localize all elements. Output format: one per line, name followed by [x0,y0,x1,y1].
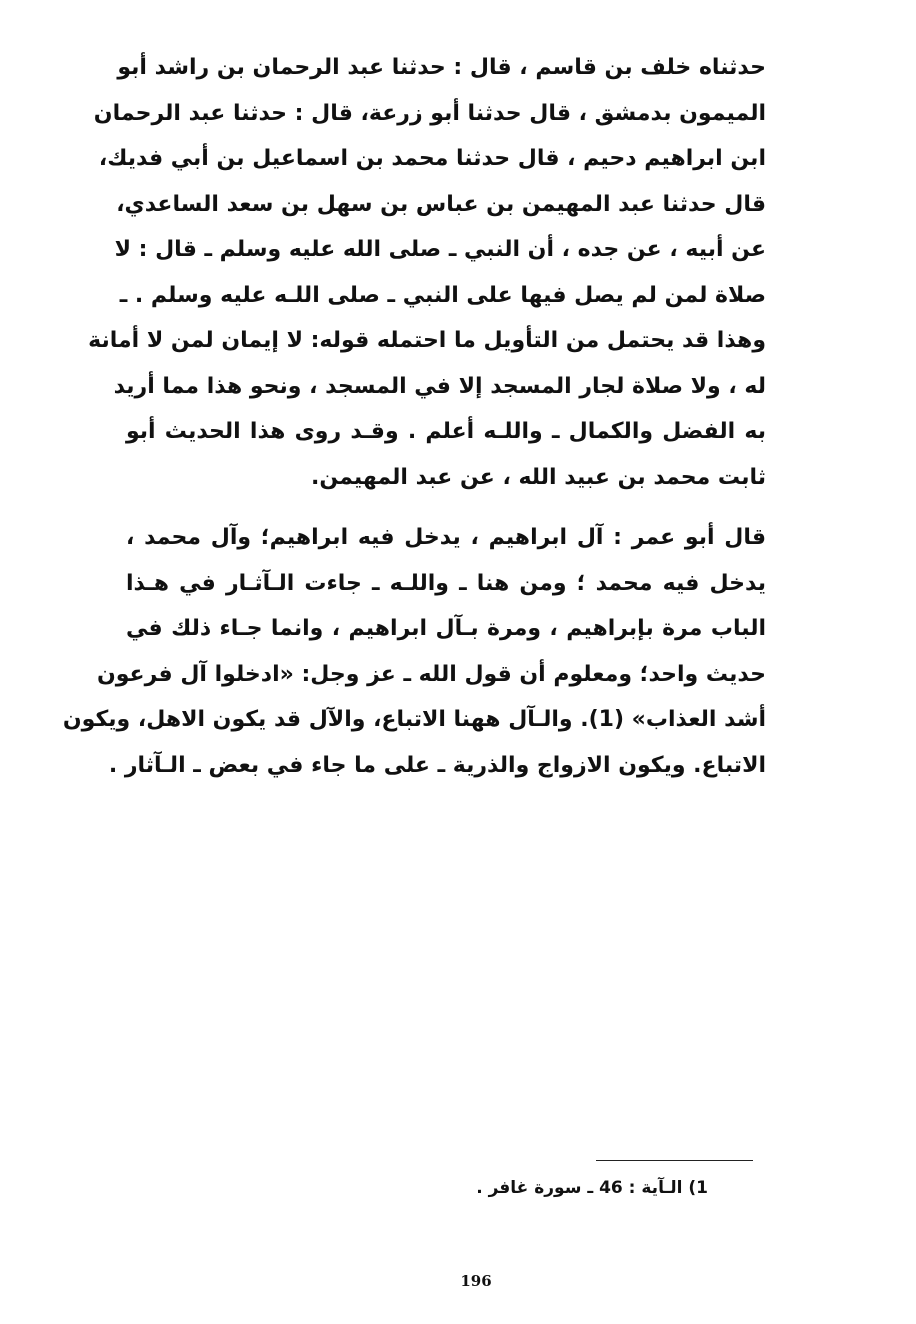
text-line: به الفضل والكمال ـ واللـه أعلم . وقـد روى هذا الحديث أبو [126,419,766,444]
text-line: الميمون بدمشق ، قال حدثنا أبو زرعة، قال : حدثنا عبد الرحمان [93,100,766,126]
text-line: يدخل فيه محمد ؛ ومن هنا ـ واللـه ـ جاءت الـآثـار في هـذا [126,570,766,596]
text-line: حديث واحد؛ ومعلوم أن قول الله ـ عز وجل: «ادخلوا آل فرعون [96,661,766,687]
text-line: قال أبو عمر : آل ابراهيم ، يدخل فيه ابراهيم؛ وآل محمد ، [126,525,766,550]
text-line: قال حدثنا عبد المهيمن بن عباس بن سهل بن سعد الساعدي، [116,191,766,217]
text-line: له ، ولا صلاة لجار المسجد إلا في المسجد ، ونحو هذا مما أريد [113,373,766,399]
text-line: وهذا قد يحتمل من التأويل ما احتمله قوله: لا إيمان لمن لا أمانة [88,328,766,353]
commentary-paragraph [62,515,766,788]
footnote: 1) الـآية : 46 ـ سورة غافر . [476,1178,708,1198]
page-number: 196 [460,1272,492,1290]
hadith-paragraph [88,45,766,500]
text-line: الباب مرة بإبراهيم ، ومرة بـآل ابراهيم ، وانما جـاء ذلك في [126,616,766,641]
text-line: ابن ابراهيم دحيم ، قال حدثنا محمد بن اسماعيل بن أبي فديك، [98,146,766,171]
text-line: عن أبيه ، عن جده ، أن النبي ـ صلى الله عليه وسلم ـ قال : لا [114,237,766,262]
text-line: أشد العذاب» (1). والـآل ههنا الاتباع، والآل قد يكون الاهل، ويكون [62,707,766,732]
text-line: حدثناه خلف بن قاسم ، قال : حدثنا عبد الرحمان بن راشد أبو [117,55,766,80]
footnote-divider [596,1160,753,1161]
text-line: صلاة لمن لم يصل فيها على النبي ـ صلى اللـه عليه وسلم . ـ [119,282,766,308]
text-line: الاتباع. ويكون الازواج والذرية ـ على ما جاء في بعض ـ الـآثار . [108,752,766,778]
text-line: ثابت محمد بن عبيد الله ، عن عبد المهيمن. [310,464,766,490]
